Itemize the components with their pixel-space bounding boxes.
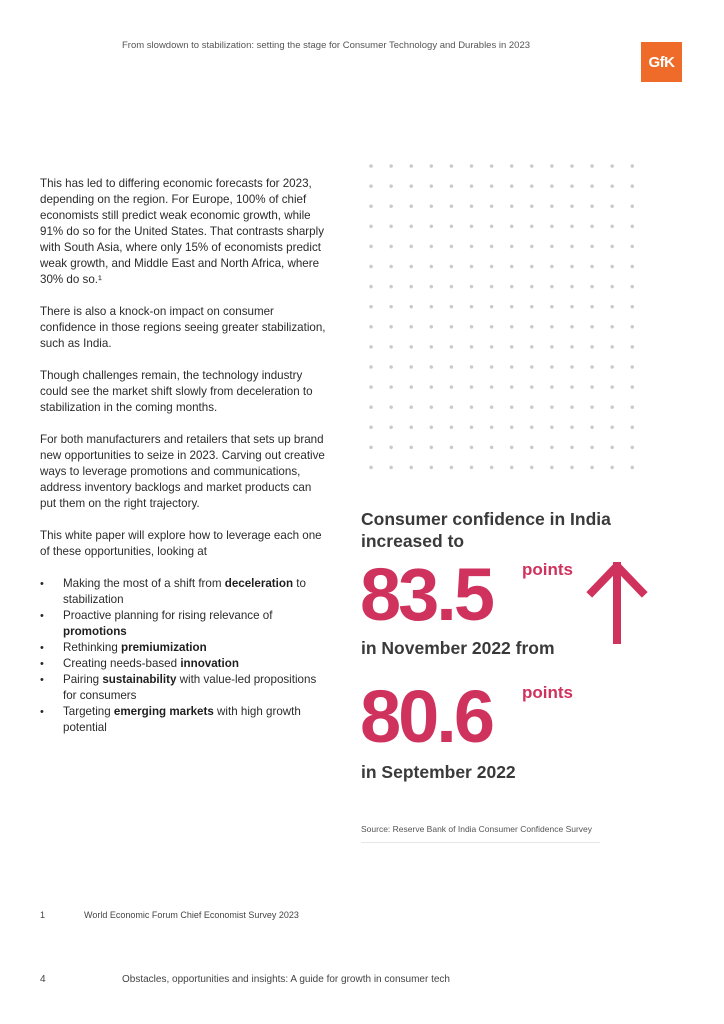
list-item-text: Making the most of a shift from [63, 577, 225, 590]
footnote-number: 1 [40, 910, 46, 920]
list-item-text: Pairing [63, 673, 103, 686]
gfk-logo: GfK [641, 42, 682, 82]
list-item [40, 640, 330, 656]
list-item-emphasis: sustainability [102, 673, 177, 686]
paragraph: Though challenges remain, the technology industry could see the market shift slowly from deceleration to stabilization in the coming months. [40, 369, 313, 414]
list-item [40, 704, 330, 736]
list-item [40, 576, 330, 608]
paragraph: There is also a knock-on impact on consumer confidence in those regions seeing greater stabilization, such as India. [40, 305, 326, 350]
stat-unit-current: points [522, 560, 573, 579]
stat-mid-text: in November 2022 from [361, 638, 555, 658]
running-header: From slowdown to stabilization: setting the stage for Consumer Technology and Durables in 2023 [122, 40, 531, 51]
stat-bottom-text: in September 2022 [361, 762, 516, 782]
source-note: Source: Reserve Bank of India Consumer Confidence Survey [361, 824, 593, 834]
list-item-emphasis: premiumization [121, 641, 207, 654]
list-item-text: to stabilization [63, 577, 306, 606]
list-item-emphasis: promotions [63, 625, 127, 638]
list-item [40, 672, 330, 704]
paragraph: This has led to differing economic forecasts for 2023, depending on the region. For Europe, 100% of chief economists still predict weak economic growth, while 91% do so for the United States. That contrasts sharply with South Asia, where only 15% of economists predict weak growth, and Middle East and North Africa, where 30% do so.¹ [40, 177, 324, 286]
source-divider [361, 842, 600, 843]
list-item-emphasis: innovation [180, 657, 239, 670]
dot-grid-decoration [369, 164, 637, 470]
list-item-text: Proactive planning for rising relevance of [63, 609, 273, 622]
stat-value-current: 83.5 [360, 553, 493, 636]
list-item-emphasis: deceleration [224, 577, 294, 590]
body-text-column [40, 176, 330, 736]
footnote-text: World Economic Forum Chief Economist Survey 2023 [84, 910, 299, 920]
running-footer: Obstacles, opportunities and insights: A guide for growth in consumer tech [122, 974, 450, 985]
stat-unit-previous: points [522, 683, 573, 702]
list-item-text: Rethinking [63, 641, 122, 654]
arrow-up-icon [586, 562, 648, 644]
paragraph: This white paper will explore how to leverage each one of these opportunities, looking at [40, 529, 322, 558]
list-item-text: with high growth potential [63, 705, 301, 734]
page-number: 4 [40, 974, 46, 985]
list-item-emphasis: emerging markets [113, 705, 214, 718]
list-item-text: with value-led propositions for consumers [63, 673, 317, 702]
list-item-text: Creating needs-based [63, 657, 181, 670]
list-item-text: Targeting [63, 705, 114, 718]
paragraph: For both manufacturers and retailers that sets up brand new opportunities to seize in 2023. Carving out creative ways to leverage promotions and communications, address inventory backlogs and market products can put them on the right trajectory. [40, 433, 325, 510]
list-item [40, 656, 330, 672]
stat-value-previous: 80.6 [360, 675, 493, 758]
opportunity-list [40, 576, 330, 736]
stat-heading: Consumer confidence in India increased to [361, 509, 611, 551]
list-item [40, 608, 330, 640]
